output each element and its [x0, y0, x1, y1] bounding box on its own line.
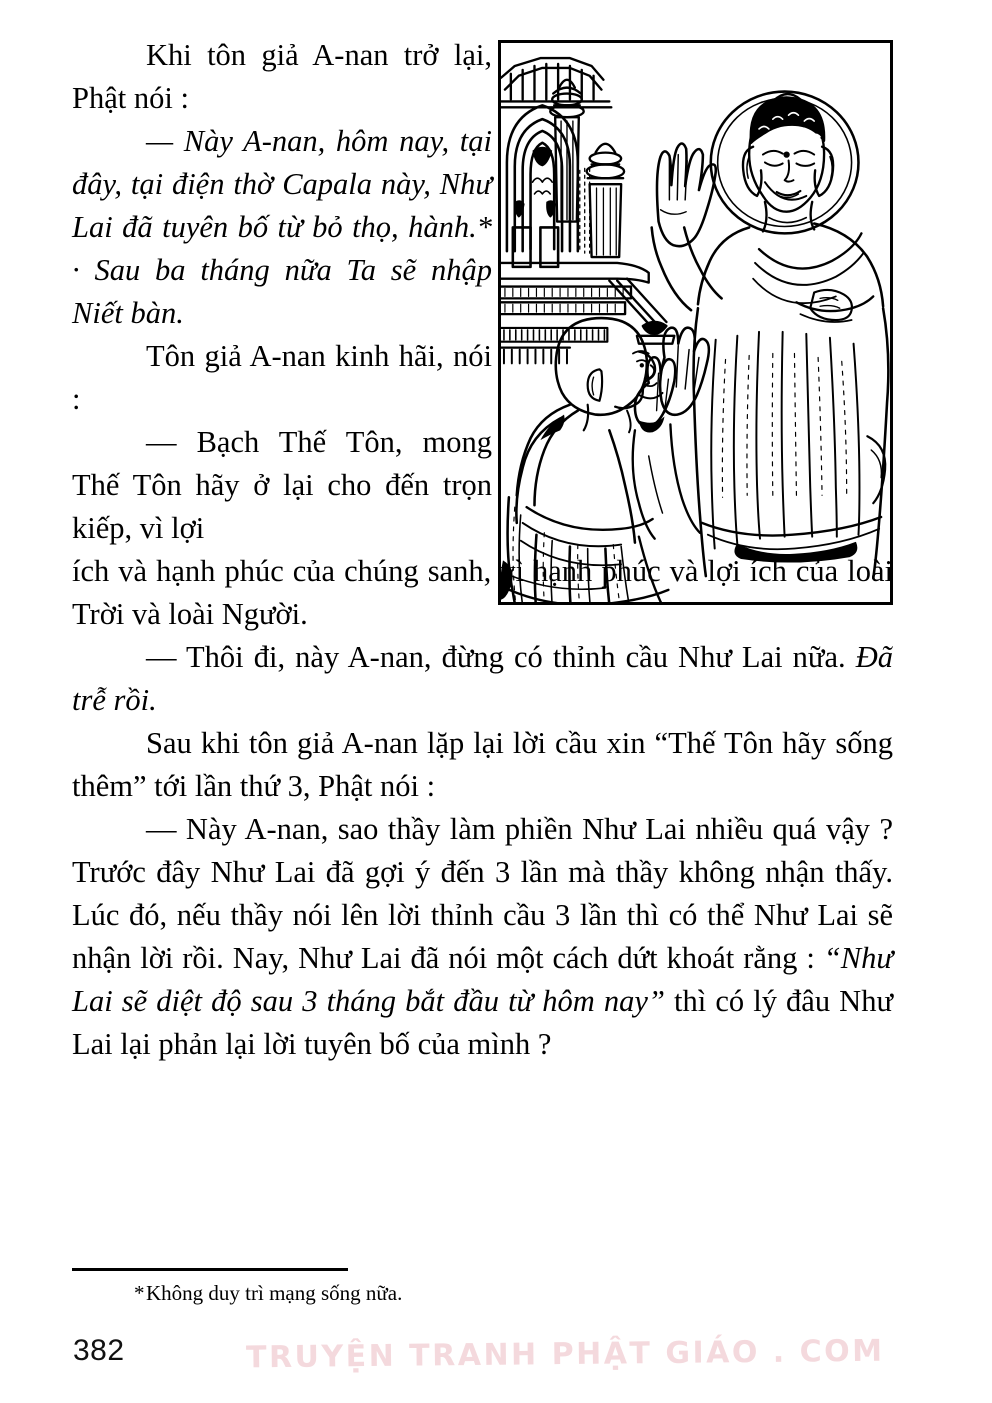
paragraph-7-roman-1: — Này A-nan, sao thầy làm phiền Như Lai nhiều quá vậy ? Trước đây Như Lai đã gợi ý đến 3 lần mà thầy không nhận thấy. Lúc đó, nếu thầy nói lên lời thỉnh cầu 3 lần thì có thể Như Lai sẽ nhận lời rồi. Nay, Như Lai đã nói một cách dứt khoát rằng :: [72, 812, 893, 975]
paragraph-5-roman: — Thôi đi, này A-nan, đừng có thỉnh cầu Như Lai nữa.: [146, 640, 856, 674]
footnote-text: Không duy trì mạng sống nữa.: [146, 1281, 403, 1305]
footnote-marker: *: [134, 1281, 145, 1305]
footnote: [72, 1279, 772, 1307]
paragraph-4-continued: ích và hạnh phúc của chúng sanh, vì hạnh phúc và lợi ích của loài Trời và loài Người.: [72, 554, 893, 631]
page-number: 382: [73, 1334, 125, 1367]
paragraph-3: Tôn giả A-nan kinh hãi, nói :: [72, 339, 492, 416]
paragraph-5-italic: Đã trễ rồi.: [72, 640, 893, 717]
footnote-separator-rule: [72, 1268, 348, 1271]
paragraph-7-roman-2: thì có lý đâu Như Lai lại phản lại lời tuyên bố của mình ?: [72, 984, 893, 1061]
paragraph-7: [72, 808, 893, 1066]
site-watermark: TRUYỆN TRANH PHẬT GIÁO . COM: [245, 1333, 885, 1376]
narrow-text-column: [72, 34, 492, 550]
full-width-text-column: [72, 550, 893, 1066]
paragraph-5: [72, 636, 893, 722]
paragraph-6: Sau khi tôn giả A-nan lặp lại lời cầu xin “Thế Tôn hãy sống thêm” tới lần thứ 3, Phật nói :: [72, 726, 893, 803]
paragraph-7-italic-quote: “Như Lai sẽ diệt độ sau 3 tháng bắt đầu từ hôm nay”: [72, 941, 893, 1018]
page-text-body: [72, 34, 893, 1066]
paragraph-1: Khi tôn giả A-nan trở lại, Phật nói :: [72, 38, 492, 115]
paragraph-4-start: — Bạch Thế Tôn, mong Thế Tôn hãy ở lại cho đến trọn kiếp, vì lợi: [72, 425, 492, 545]
paragraph-2-italic: — Này A-nan, hôm nay, tại đây, tại điện thờ Capala này, Như Lai đã tuyên bố từ bỏ thọ, hành.* · Sau ba tháng nữa Ta sẽ nhập Niết bàn.: [72, 124, 492, 330]
